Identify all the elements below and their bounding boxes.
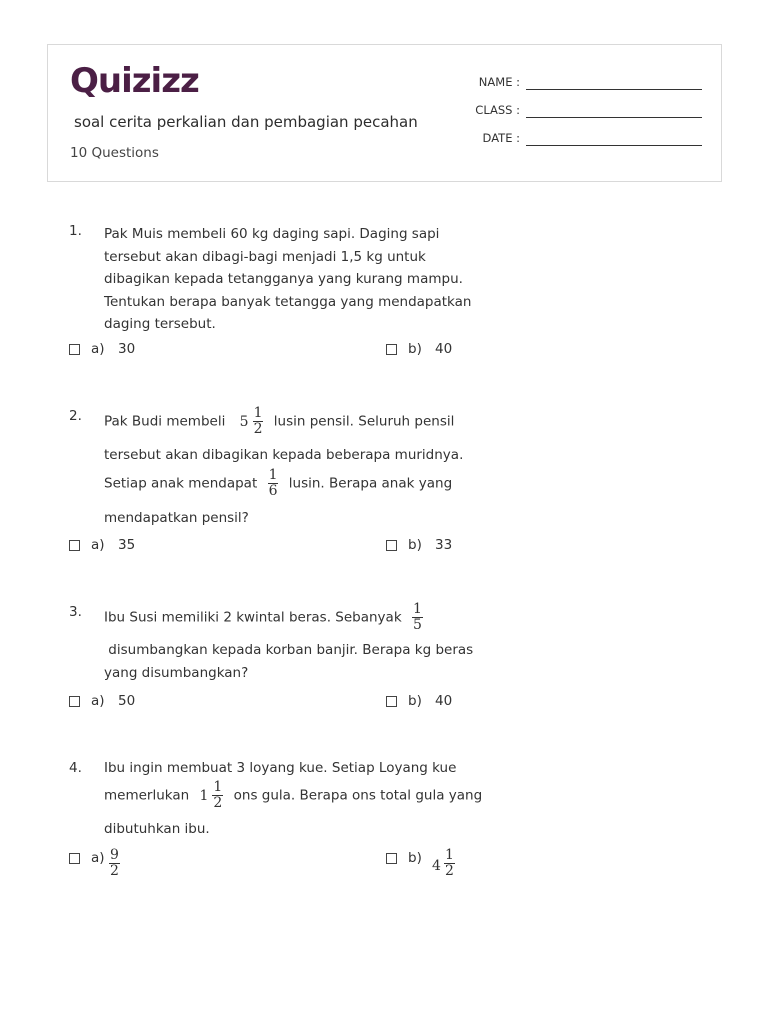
fraction-numerator: 9 — [110, 847, 119, 863]
class-label: CLASS : — [475, 103, 520, 117]
question-line: mendapatkan pensil? — [104, 510, 249, 526]
question-number: 1. — [69, 223, 82, 239]
option-checkbox[interactable] — [69, 540, 80, 551]
fraction-denominator: 5 — [412, 617, 422, 633]
fraction-denominator: 2 — [253, 421, 263, 437]
fraction — [444, 848, 455, 879]
class-field[interactable] — [448, 103, 708, 123]
option-value: 40 — [435, 341, 453, 357]
fraction-denominator: 2 — [110, 863, 119, 879]
mixed-whole: 4 — [432, 858, 441, 874]
option-checkbox[interactable] — [69, 853, 80, 864]
option-checkbox[interactable] — [69, 344, 80, 355]
question-number: 4. — [69, 760, 82, 776]
fraction-numerator: 1 — [253, 405, 263, 421]
name-field[interactable] — [448, 75, 708, 95]
name-line[interactable] — [526, 89, 702, 90]
question-number: 2. — [69, 408, 82, 424]
fraction-numerator: 1 — [268, 467, 278, 483]
date-line[interactable] — [526, 145, 702, 146]
option-checkbox[interactable] — [386, 696, 397, 707]
name-label: NAME : — [478, 75, 520, 89]
fraction-denominator: 6 — [268, 483, 278, 499]
worksheet-header — [47, 44, 722, 182]
mixed-whole: 1 — [199, 787, 209, 804]
question-line: tersebut akan dibagikan kepada beberapa muridnya. — [104, 447, 464, 463]
text-segment: Ibu Susi memiliki 2 kwintal beras. Sebanyak — [104, 609, 402, 626]
text-segment: lusin. Berapa anak yang — [288, 475, 453, 492]
fraction-numerator: 1 — [445, 847, 454, 863]
text-segment: Pak Budi membeli — [104, 413, 226, 430]
option-value: 33 — [435, 537, 453, 553]
fraction — [253, 406, 264, 437]
question-line — [104, 780, 482, 811]
option-checkbox[interactable] — [386, 853, 397, 864]
option-checkbox[interactable] — [69, 696, 80, 707]
worksheet-title: soal cerita perkalian dan pembagian pecahan — [74, 113, 418, 131]
question-count: 10 Questions — [70, 145, 159, 161]
question-line — [104, 602, 429, 633]
option-value: 30 — [118, 341, 136, 357]
question-line — [104, 406, 454, 437]
fraction — [109, 848, 120, 879]
option-letter: a) — [91, 537, 105, 553]
text-segment: ons gula. Berapa ons total gula yang — [233, 787, 483, 804]
quizizz-logo: Quizizz — [70, 61, 199, 101]
text-segment: lusin pensil. Seluruh pensil — [273, 413, 455, 430]
option-letter: b) — [408, 850, 422, 866]
text-segment: Setiap anak mendapat — [104, 475, 258, 492]
question-line — [104, 468, 452, 499]
fraction-denominator: 2 — [445, 863, 454, 879]
option-value: 40 — [435, 693, 453, 709]
fraction — [412, 602, 423, 633]
option-value: 50 — [118, 693, 136, 709]
option-value: 35 — [118, 537, 136, 553]
option-letter: a) — [91, 850, 105, 866]
option-checkbox[interactable] — [386, 344, 397, 355]
question-number: 3. — [69, 604, 82, 620]
fraction-numerator: 1 — [412, 601, 422, 617]
option-letter: b) — [408, 537, 422, 553]
fraction-numerator: 1 — [213, 779, 223, 795]
question-line: dibutuhkan ibu. — [104, 821, 210, 837]
fraction — [212, 780, 223, 811]
question-line: disumbangkan kepada korban banjir. Berapa kg beras — [104, 642, 474, 658]
option-letter: b) — [408, 693, 422, 709]
question-text: Pak Muis membeli 60 kg daging sapi. Daging sapi tersebut akan dibagi-bagi menjadi 1,5 kg untuk dibagikan kepada tetangganya yang kurang mampu. Tentukan berapa banyak tetangga yang mendapatkan daging tersebut. — [104, 226, 472, 332]
option-letter: a) — [91, 693, 105, 709]
option-letter: b) — [408, 341, 422, 357]
date-label: DATE : — [482, 131, 520, 145]
text-segment: memerlukan — [104, 787, 190, 804]
fraction-denominator: 2 — [213, 795, 223, 811]
mixed-whole: 5 — [239, 413, 249, 430]
date-field[interactable] — [448, 131, 708, 151]
question-line: Ibu ingin membuat 3 loyang kue. Setiap Loyang kue — [104, 760, 457, 776]
question-line: yang disumbangkan? — [104, 665, 249, 681]
option-letter: a) — [91, 341, 105, 357]
option-checkbox[interactable] — [386, 540, 397, 551]
fraction — [268, 468, 279, 499]
class-line[interactable] — [526, 117, 702, 118]
